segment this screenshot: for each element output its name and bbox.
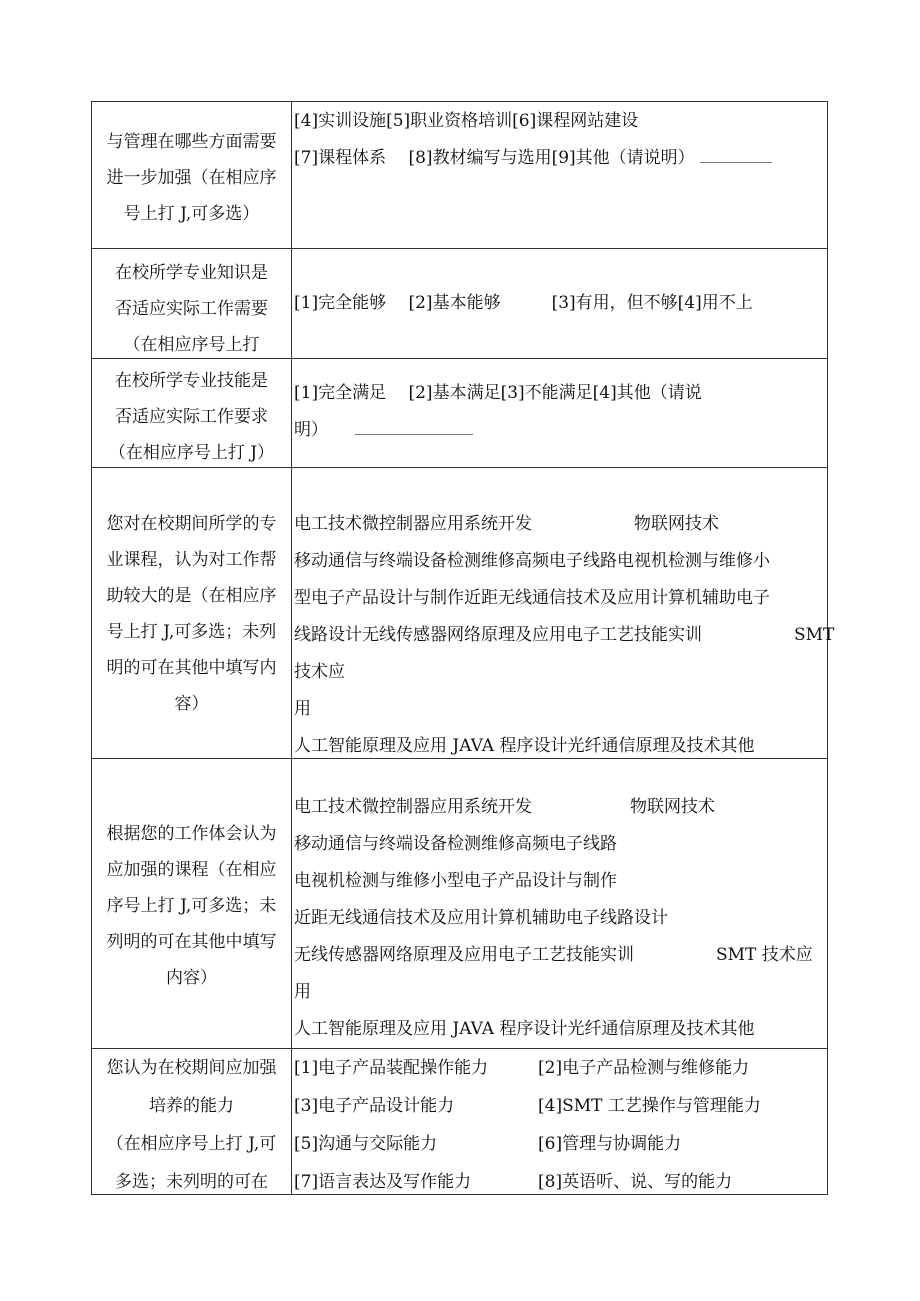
question-text: 您认为在校期间应加强 [106, 1058, 277, 1078]
question-text: （在相应序号上打 [123, 335, 260, 355]
option-text[interactable]: 人工智能原理及应用 JAVA 程序设计光纤通信原理及技术其他 [294, 1019, 755, 1039]
question-text: 与管理在哪些方面需要 [106, 132, 277, 152]
option-text[interactable]: 物联网技术 [634, 514, 719, 534]
option-text[interactable]: [1]电子产品装配操作能力 [294, 1058, 489, 1078]
option-text[interactable]: 用 [294, 982, 311, 1002]
question-cell [92, 102, 292, 248]
question-cell [92, 468, 292, 758]
option-text[interactable]: 移动通信与终端设备检测维修高频电子线路电视机检测与维修小 [294, 551, 770, 571]
option-text[interactable]: [3]电子产品设计能力 [294, 1096, 455, 1116]
option-text[interactable]: 电工技术微控制器应用系统开发 [294, 797, 532, 817]
option-text[interactable]: SMT [794, 625, 835, 645]
option-text[interactable]: [7]课程体系 [8]教材编写与选用[9]其他（请说明） [294, 148, 695, 168]
option-text[interactable]: 技术应 [294, 662, 345, 682]
table-row [92, 102, 827, 248]
table-row [92, 248, 827, 358]
option-text[interactable]: [1]完全能够 [2]基本能够 [3]有用，但不够[4]用不上 [294, 293, 753, 313]
option-text[interactable]: [1]完全满足 [2]基本满足[3]不能满足[4]其他（请说 [294, 383, 702, 403]
fill-blank[interactable] [700, 148, 772, 163]
question-cell [92, 1049, 292, 1194]
question-text: 培养的能力 [149, 1096, 234, 1116]
question-text: 助较大的是（在相应序 [106, 586, 277, 606]
options-cell [292, 249, 827, 358]
option-text[interactable]: 移动通信与终端设备检测维修高频电子线路 [294, 834, 617, 854]
question-text: （在相应序号上打 J,可 [106, 1134, 277, 1154]
option-text[interactable]: [2]电子产品检测与维修能力 [538, 1058, 750, 1078]
question-text: 否适应实际工作要求 [115, 407, 268, 427]
option-text[interactable]: [8]英语听、说、写的能力 [538, 1172, 733, 1192]
question-text: 容） [174, 694, 209, 714]
option-text[interactable]: 物联网技术 [630, 797, 715, 817]
options-cell [292, 359, 827, 467]
question-text: 您对在校期间所学的专 [106, 514, 277, 534]
option-text[interactable]: 用 [294, 699, 311, 719]
question-text: （在相应序号上打 J） [108, 443, 275, 463]
question-text: 业课程，认为对工作帮 [106, 550, 277, 570]
question-text: 号上打 J,可多选；未列 [106, 622, 277, 642]
question-text: 内容） [166, 968, 217, 988]
option-text[interactable]: 近距无线通信技术及应用计算机辅助电子线路设计 [294, 908, 668, 928]
option-text[interactable]: 型电子产品设计与制作近距无线通信技术及应用计算机辅助电子 [294, 588, 770, 608]
survey-table [91, 101, 835, 1195]
question-text: 应加强的课程（在相应 [106, 860, 277, 880]
question-cell [92, 359, 292, 467]
table-row [92, 467, 835, 758]
table-row [92, 1048, 827, 1194]
option-text[interactable]: 电视机检测与维修小型电子产品设计与制作 [294, 871, 617, 891]
question-text: 列明的可在其他中填写 [106, 932, 277, 952]
option-text[interactable]: 无线传感器网络原理及应用电子工艺技能实训 [294, 945, 634, 965]
table-row [92, 758, 827, 1048]
option-text[interactable]: 人工智能原理及应用 JAVA 程序设计光纤通信原理及技术其他 [294, 736, 755, 756]
question-text: 明的可在其他中填写内 [106, 658, 277, 678]
question-text: 多选；未列明的可在 [115, 1172, 268, 1192]
option-text[interactable]: 明） [294, 420, 328, 440]
table-row [92, 358, 827, 467]
options-cell [292, 468, 835, 758]
options-cell [292, 102, 827, 248]
option-text[interactable]: 线路设计无线传感器网络原理及应用电子工艺技能实训 [294, 625, 702, 645]
question-text: 否适应实际工作需要 [115, 299, 268, 319]
option-text[interactable]: [5]沟通与交际能力 [294, 1134, 438, 1154]
question-text: 进一步加强（在相应序 [106, 168, 277, 188]
question-cell [92, 249, 292, 358]
options-cell [292, 759, 827, 1048]
option-text[interactable]: [4]SMT 工艺操作与管理能力 [538, 1096, 761, 1116]
question-text: 序号上打 J,可多选；未 [106, 896, 277, 916]
question-text: 在校所学专业知识是 [115, 263, 268, 283]
fill-blank[interactable] [355, 420, 473, 435]
question-cell [92, 759, 292, 1048]
question-text: 号上打 J,可多选） [123, 204, 260, 224]
options-cell [292, 1049, 827, 1194]
option-text[interactable]: [6]管理与协调能力 [538, 1134, 682, 1154]
option-text[interactable]: [7]语言表达及写作能力 [294, 1172, 472, 1192]
option-text[interactable]: 电工技术微控制器应用系统开发 [294, 514, 532, 534]
question-text: 根据您的工作体会认为 [106, 824, 277, 844]
option-text[interactable]: SMT 技术应 [716, 945, 813, 965]
question-text: 在校所学专业技能是 [115, 371, 268, 391]
option-text[interactable]: [4]实训设施[5]职业资格培训[6]课程网站建设 [294, 111, 639, 131]
